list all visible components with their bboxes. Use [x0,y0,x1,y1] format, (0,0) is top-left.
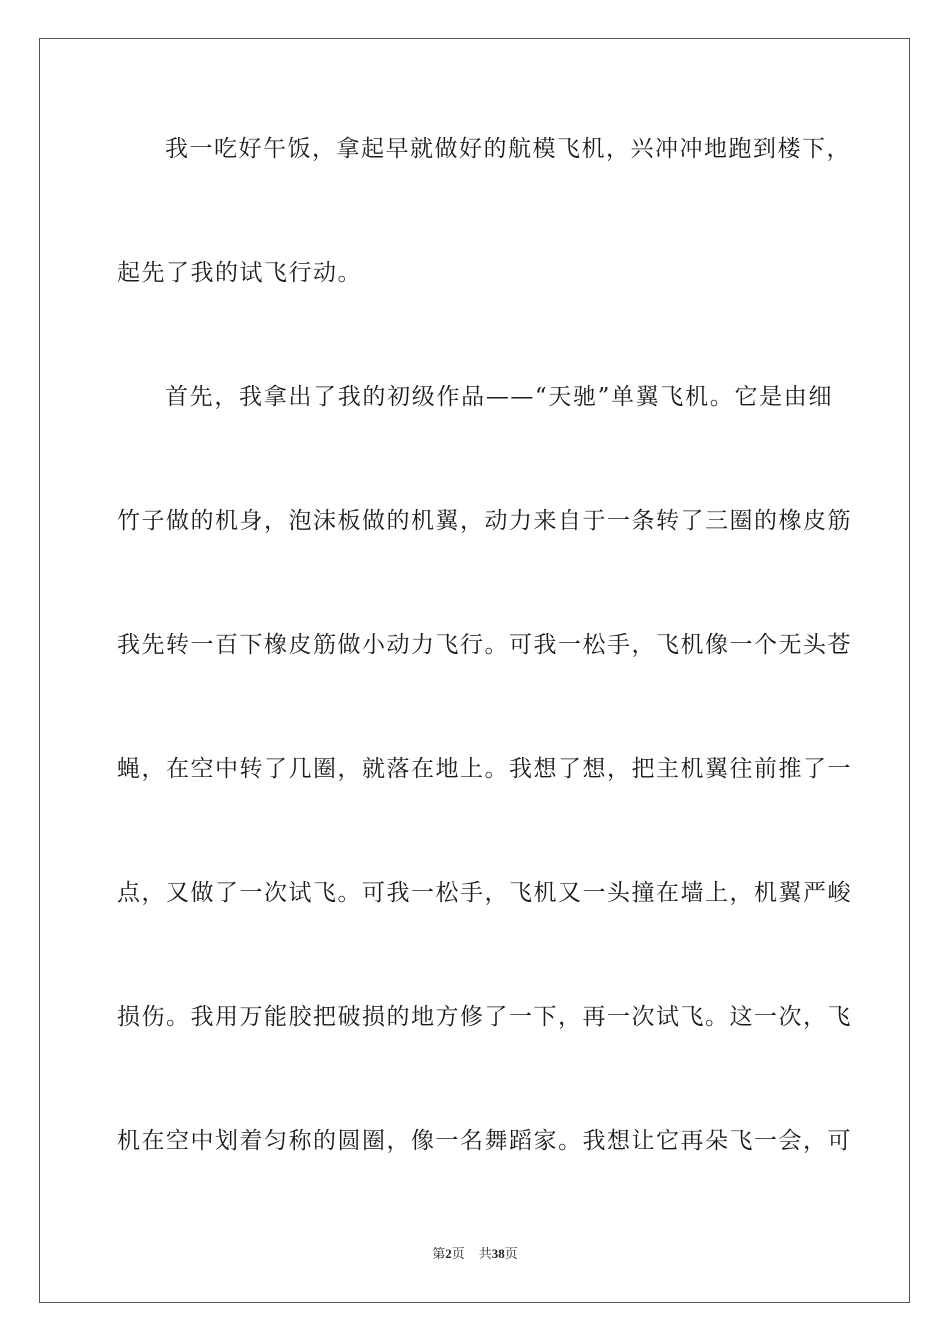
paragraph-line-1: 我一吃好午饭，拿起早就做好的航模飞机，兴冲冲地跑到楼下， [165,136,851,162]
paragraph-line-3: 首先，我拿出了我的初级作品——“天驰”单翼飞机。它是由细 [165,384,833,410]
paragraph-line-9: 机在空中划着匀称的圆圈，像一名舞蹈家。我想让它再朵飞一会，可 [117,1128,852,1154]
paragraph-line-4: 竹子做的机身，泡沫板做的机翼，动力来自于一条转了三圈的橡皮筋 [117,508,852,534]
paragraph-line-2: 起先了我的试飞行动。 [117,260,362,286]
total-suffix: 页 [504,1247,518,1262]
paragraph-line-8: 损伤。我用万能胶把破损的地方修了一下，再一次试飞。这一次，飞 [117,1004,852,1030]
total-prefix: 共 [478,1247,492,1262]
page-border [39,38,910,1303]
paragraph-line-5: 我先转一百下橡皮筋做小动力飞行。可我一松手，飞机像一个无头苍 [117,632,852,658]
page-prefix: 第 [432,1247,446,1262]
paragraph-line-6: 蝇，在空中转了几圈，就落在地上。我想了想，把主机翼往前推了一 [117,756,852,782]
page-suffix: 页 [451,1247,465,1262]
page-total: 38 [491,1246,505,1261]
page-current: 2 [445,1246,452,1261]
paragraph-line-7: 点，又做了一次试飞。可我一松手，飞机又一头撞在墙上，机翼严峻 [117,880,852,906]
page-footer [0,1245,950,1264]
